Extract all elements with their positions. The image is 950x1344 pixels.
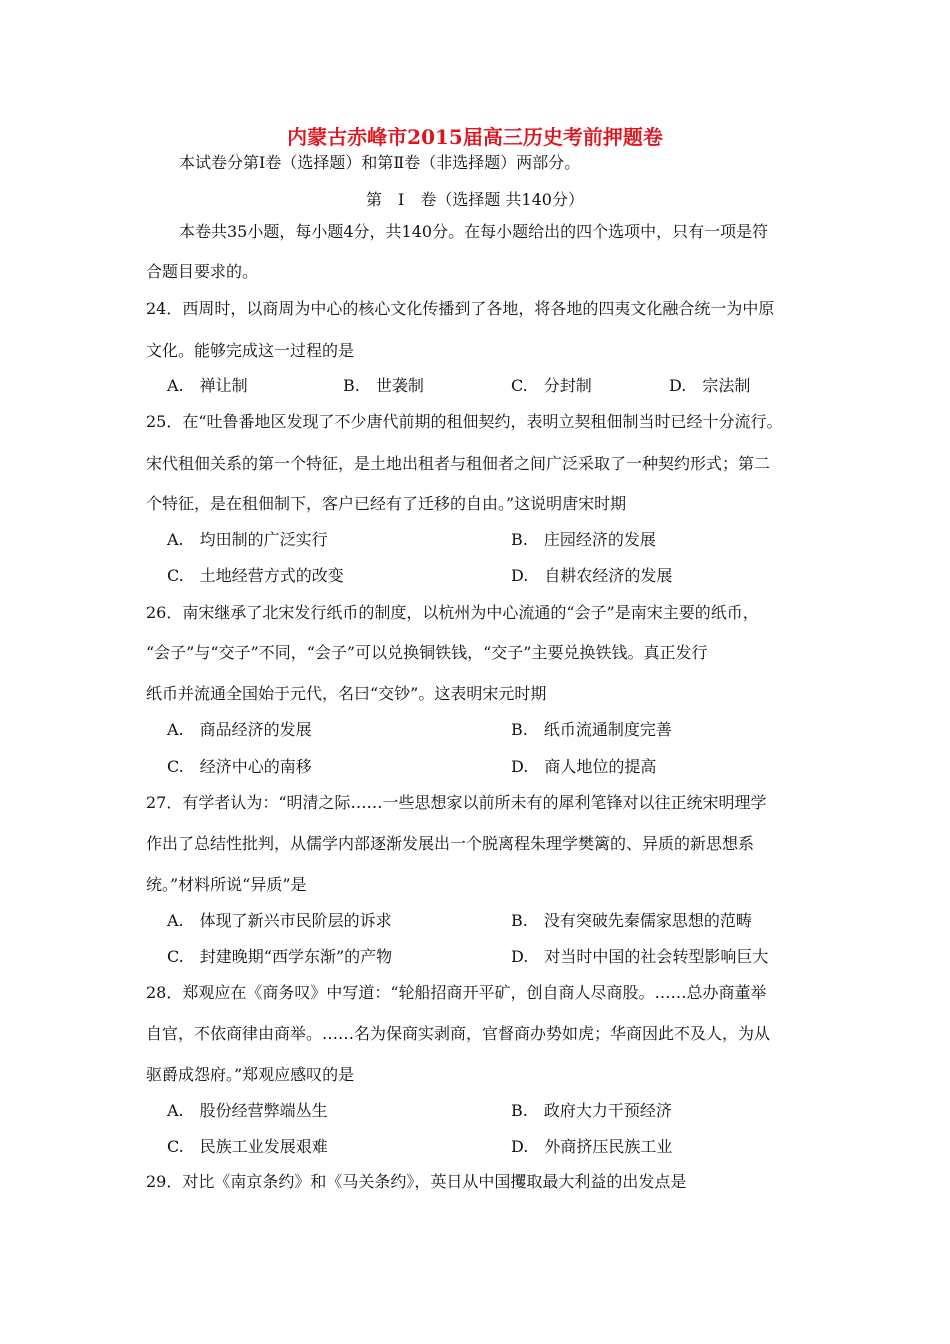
section-heading: 第 Ⅰ 卷（选择题 共140分） bbox=[366, 190, 584, 209]
question-text-line: 28．郑观应在《商务叹》中写道：“轮船招商开平矿，创自商人尽商股。……总办商董举 bbox=[146, 983, 767, 1002]
option-c: C. 封建晚期“西学东渐”的产物 bbox=[167, 947, 393, 966]
option-a: A. 商品经济的发展 bbox=[167, 720, 312, 739]
question-text-line: 宋代租佃关系的第一个特征，是土地出租者与租佃者之间广泛采取了一种契约形式；第二 bbox=[146, 454, 771, 473]
option-b: B. 庄园经济的发展 bbox=[511, 530, 656, 549]
question-text-line: 自官，不依商律由商举。……名为保商实剥商，官督商办势如虎；华商因此不及人，为从 bbox=[146, 1024, 771, 1043]
option-a: A. 禅让制 bbox=[167, 376, 248, 395]
question-text-line: 纸币并流通全国始于元代，名曰“交钞”。这表明宋元时期 bbox=[146, 684, 547, 703]
page-title: 内蒙古赤峰市2015届高三历史考前押题卷 bbox=[287, 125, 663, 149]
instructions-line: 合题目要求的。 bbox=[146, 262, 259, 281]
option-d: D. 商人地位的提高 bbox=[511, 757, 657, 776]
option-a: A. 股份经营弊端丛生 bbox=[167, 1101, 328, 1120]
option-b: B. 政府大力干预经济 bbox=[511, 1101, 672, 1120]
question-text-line: 25．在“吐鲁番地区发现了不少唐代前期的租佃契约，表明立契租佃制当时已经十分流行。 bbox=[146, 412, 783, 431]
instructions-line: 本卷共35小题，每小题4分，共140分。在每小题给出的四个选项中，只有一项是符 bbox=[179, 222, 769, 241]
option-a: A. 体现了新兴市民阶层的诉求 bbox=[167, 911, 392, 930]
question-text-line: 27．有学者认为：“明清之际……一些思想家以前所未有的犀利笔锋对以往正统宋明理学 bbox=[146, 793, 767, 812]
option-a: A. 均田制的广泛实行 bbox=[167, 530, 328, 549]
question-text-line: 作出了总结性批判，从儒学内部逐渐发展出一个脱离程朱理学樊篱的、异质的新思想系 bbox=[146, 834, 755, 853]
option-b: B. 没有突破先秦儒家思想的范畴 bbox=[511, 911, 752, 930]
option-d: D. 宗法制 bbox=[669, 376, 751, 395]
option-d: D. 外商挤压民族工业 bbox=[511, 1137, 673, 1156]
option-b: B. 世袭制 bbox=[343, 376, 424, 395]
option-c: C. 分封制 bbox=[511, 376, 592, 395]
question-text-line: 24．西周时，以商周为中心的核心文化传播到了各地，将各地的四夷文化融合统一为中原 bbox=[146, 299, 775, 318]
question-text-line: 29．对比《南京条约》和《马关条约》，英日从中国攫取最大利益的出发点是 bbox=[146, 1172, 687, 1191]
option-c: C. 民族工业发展艰难 bbox=[167, 1137, 328, 1156]
question-text-line: 统。”材料所说“异质”是 bbox=[146, 875, 307, 894]
option-c: C. 经济中心的南移 bbox=[167, 757, 312, 776]
option-d: D. 对当时中国的社会转型影响巨大 bbox=[511, 947, 769, 966]
question-text-line: 26．南宋继承了北宋发行纸币的制度，以杭州为中心流通的“会子”是南宋主要的纸币， bbox=[146, 603, 759, 622]
question-text-line: “会子”与“交子”不同，“会子”可以兑换铜铁钱，“交子”主要兑换铁钱。真正发行 bbox=[146, 643, 708, 662]
question-text-line: 驱爵成怨府。”郑观应感叹的是 bbox=[146, 1065, 355, 1084]
option-d: D. 自耕农经济的发展 bbox=[511, 566, 673, 585]
exam-intro: 本试卷分第Ⅰ卷（选择题）和第Ⅱ卷（非选择题）两部分。 bbox=[179, 153, 581, 172]
question-text-line: 个特征，是在租佃制下，客户已经有了迁移的自由。”这说明唐宋时期 bbox=[146, 494, 627, 513]
question-text-line: 文化。能够完成这一过程的是 bbox=[146, 341, 355, 360]
option-c: C. 土地经营方式的改变 bbox=[167, 566, 344, 585]
option-b: B. 纸币流通制度完善 bbox=[511, 720, 672, 739]
